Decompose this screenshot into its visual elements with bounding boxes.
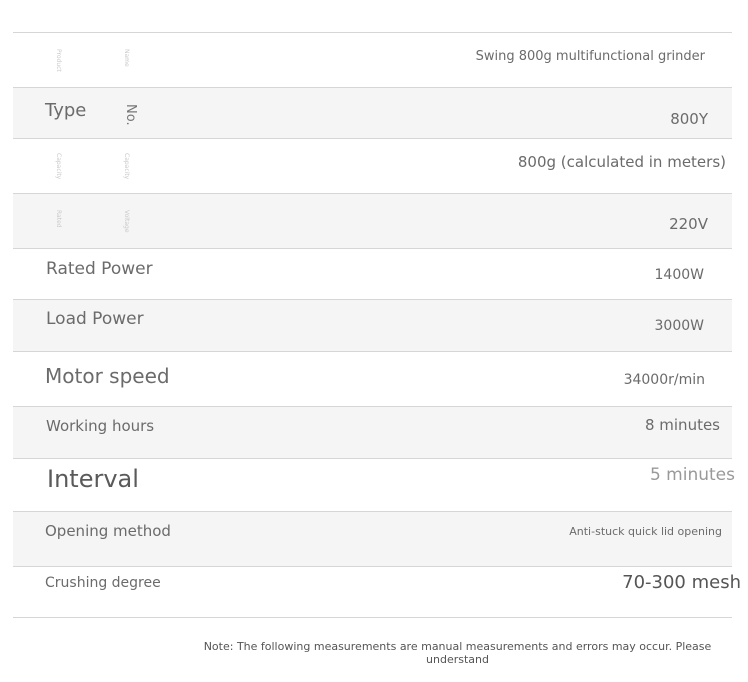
spec-row-voltage — [13, 194, 732, 249]
spec-row-interval — [13, 459, 735, 512]
spec-row-working-hours — [13, 407, 732, 459]
spec-row-capacity — [13, 139, 732, 194]
faint-label: Product — [55, 49, 62, 72]
faint-label: Rated — [55, 210, 62, 228]
spec-row-opening-method — [13, 512, 732, 567]
spec-value: 8 minutes — [644, 416, 720, 434]
measurement-note: Note: The following measurements are manual measurements and errors may occur. Please understand — [203, 640, 712, 666]
spec-label: Load Power — [46, 309, 144, 329]
spec-table — [13, 32, 741, 618]
spec-row-rated-power — [13, 249, 732, 300]
spec-value: Anti-stuck quick lid opening — [569, 525, 722, 538]
spec-row-name — [13, 33, 732, 88]
spec-label: Opening method — [45, 522, 171, 540]
spec-row-load-power — [13, 300, 732, 352]
spec-row-crushing-degree — [13, 567, 741, 618]
spec-label: Type — [45, 100, 87, 121]
faint-label: Capacity — [123, 153, 130, 180]
faint-label: Capacity — [55, 153, 62, 180]
spec-value: 5 minutes — [649, 465, 735, 485]
spec-value: 800Y — [670, 110, 708, 128]
spec-row-type — [13, 88, 732, 139]
spec-label: Crushing degree — [45, 575, 161, 591]
spec-row-motor-speed — [13, 352, 732, 407]
spec-value: 220V — [669, 215, 708, 233]
spec-value: 800g (calculated in meters) — [517, 153, 726, 171]
sub-label: No. — [123, 104, 138, 126]
spec-label: Motor speed — [45, 364, 170, 388]
spec-value: Swing 800g multifunctional grinder — [475, 49, 705, 64]
spec-value: 70-300 mesh — [622, 572, 741, 593]
faint-label: Name — [123, 49, 130, 67]
spec-label: Working hours — [46, 417, 155, 435]
spec-value: 34000r/min — [623, 372, 705, 388]
spec-value: 3000W — [654, 318, 704, 334]
faint-label: Voltage — [123, 210, 130, 233]
spec-label: Rated Power — [46, 259, 153, 279]
spec-label: Interval — [47, 465, 139, 493]
spec-value: 1400W — [654, 267, 704, 283]
